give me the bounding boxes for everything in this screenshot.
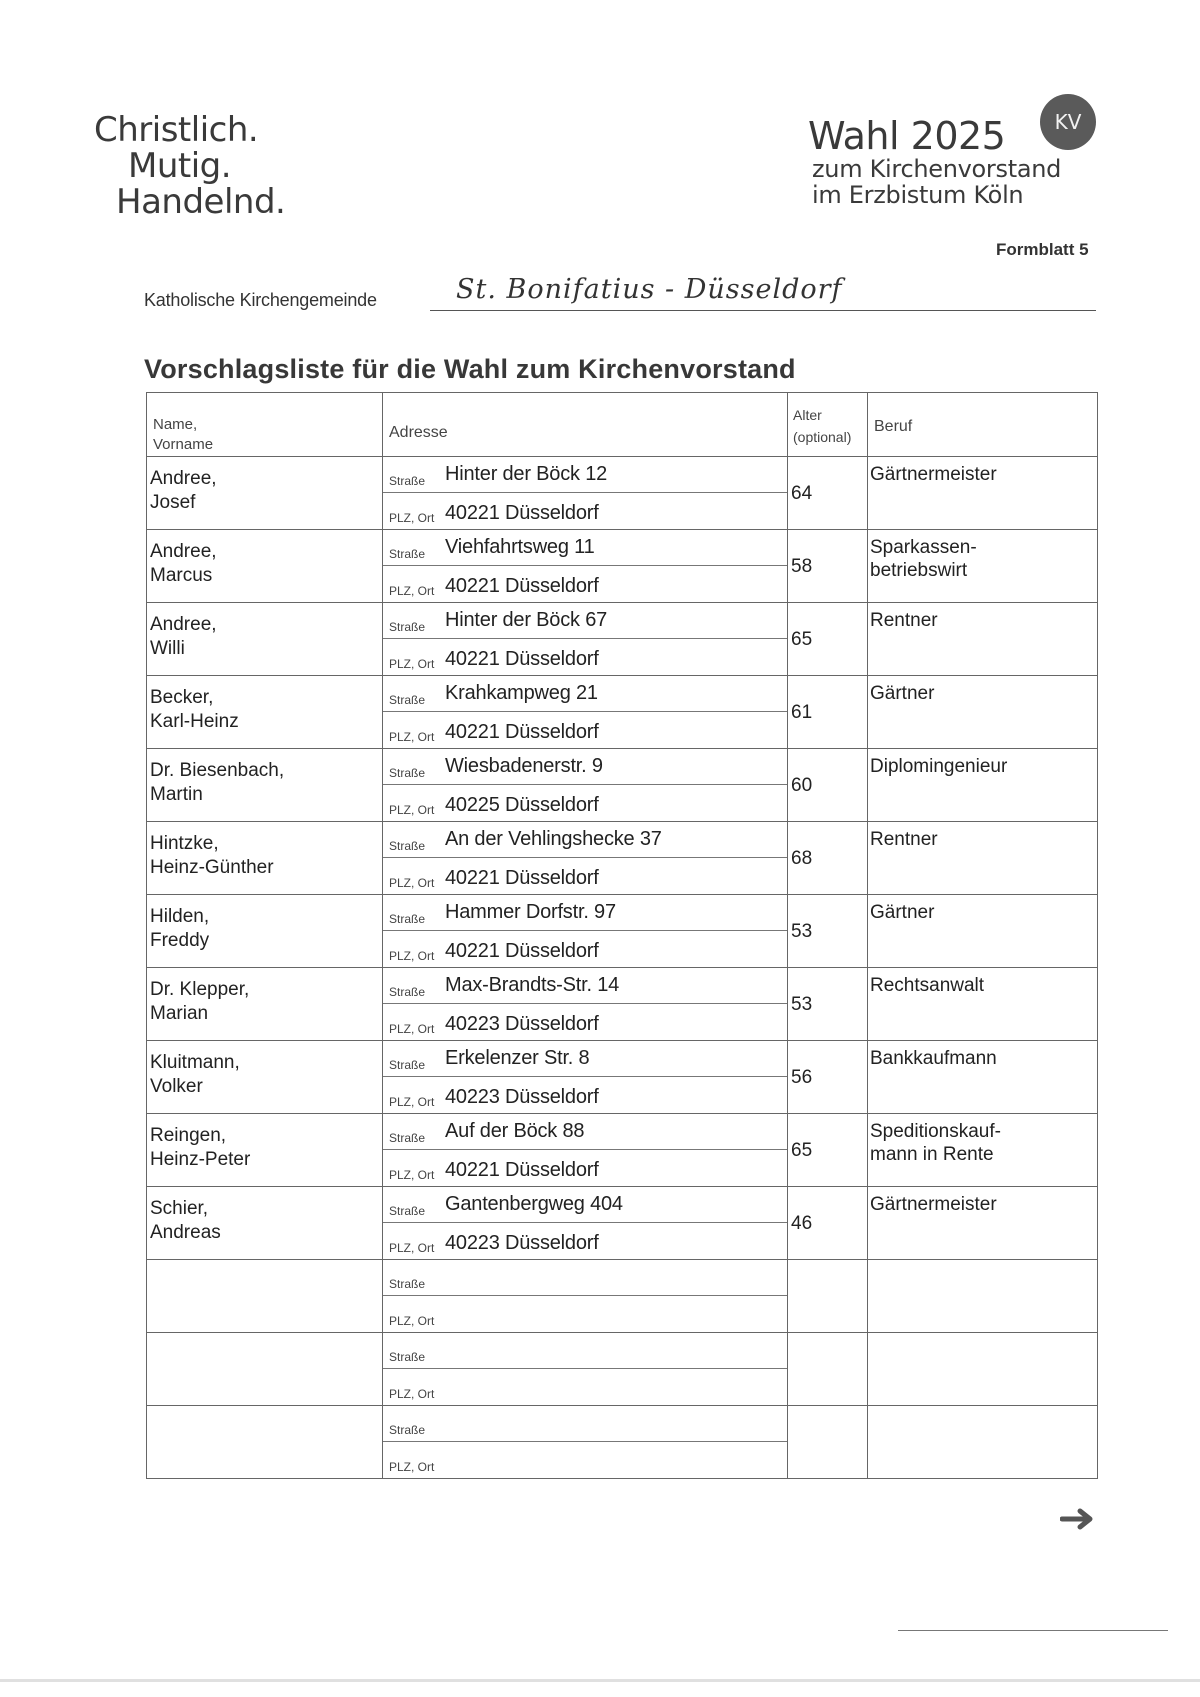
street-label: Straße — [389, 912, 426, 926]
empty-table-row — [147, 1406, 1098, 1479]
street-label: Straße — [389, 1058, 426, 1072]
candidate-address — [383, 1041, 788, 1114]
city-field[interactable] — [383, 1077, 787, 1113]
candidate-age[interactable]: 58 — [788, 530, 868, 603]
surname: Andree, — [150, 468, 217, 489]
candidate-address — [383, 895, 788, 968]
street-field[interactable] — [383, 530, 787, 566]
city-label: PLZ, Ort — [389, 803, 435, 817]
firstname: Freddy — [150, 930, 210, 951]
surname: Dr. Klepper, — [150, 979, 250, 1000]
street-field[interactable] — [383, 1041, 787, 1077]
street-value: Viehfahrtsweg 11 — [445, 536, 595, 558]
candidate-job[interactable] — [868, 1333, 1098, 1406]
candidate-job[interactable] — [868, 749, 1098, 822]
candidate-name[interactable] — [147, 1187, 383, 1260]
candidate-address — [383, 457, 788, 530]
city-value: 40221 Düsseldorf — [445, 575, 599, 597]
job-line: Gärtner — [870, 902, 935, 923]
empty-table-row — [147, 1260, 1098, 1333]
slogan-line: Mutig. — [128, 146, 232, 186]
column-header-name-line: Name, — [153, 416, 198, 433]
surname: Schier, — [150, 1198, 209, 1219]
firstname: Heinz-Günther — [150, 857, 274, 878]
street-field[interactable] — [383, 749, 787, 785]
city-label: PLZ, Ort — [389, 876, 435, 890]
candidate-job[interactable] — [868, 603, 1098, 676]
candidate-job[interactable] — [868, 1260, 1098, 1333]
street-value: Hinter der Böck 12 — [445, 463, 608, 485]
candidate-address — [383, 1406, 788, 1479]
street-value: An der Vehlingshecke 37 — [445, 828, 662, 850]
candidate-age[interactable]: 53 — [788, 895, 868, 968]
street-label: Straße — [389, 1423, 426, 1437]
table-row — [147, 895, 1098, 968]
city-field[interactable] — [383, 639, 787, 675]
candidate-address — [383, 1260, 788, 1333]
firstname: Karl-Heinz — [150, 711, 239, 732]
election-subtitle-line: im Erzbistum Köln — [812, 181, 1024, 209]
column-header-name-line: Vorname — [153, 436, 214, 453]
firstname: Martin — [150, 784, 203, 805]
candidate-age[interactable] — [788, 1260, 868, 1333]
job-line: Rentner — [870, 829, 938, 850]
surname: Becker, — [150, 687, 214, 708]
street-field[interactable] — [383, 457, 787, 493]
street-field[interactable] — [383, 1260, 787, 1296]
street-label: Straße — [389, 1204, 426, 1218]
job-line: Gärtnermeister — [870, 1194, 997, 1215]
city-field[interactable] — [383, 858, 787, 894]
firstname: Marcus — [150, 565, 213, 586]
city-label: PLZ, Ort — [389, 730, 435, 744]
street-field[interactable] — [383, 1406, 787, 1442]
street-label: Straße — [389, 693, 426, 707]
street-label: Straße — [389, 766, 426, 780]
candidate-job[interactable] — [868, 1406, 1098, 1479]
page-title: Vorschlagsliste für die Wahl zum Kirchenvorstand — [144, 354, 796, 384]
column-header-job: Beruf — [868, 393, 1098, 457]
city-value: 40221 Düsseldorf — [445, 502, 599, 524]
street-label: Straße — [389, 1350, 426, 1364]
table-row — [147, 1187, 1098, 1260]
candidate-name[interactable] — [147, 1406, 383, 1479]
candidate-age[interactable]: 65 — [788, 1114, 868, 1187]
job-line: Diplomingenieur — [870, 756, 1008, 777]
city-field[interactable] — [383, 712, 787, 748]
city-label: PLZ, Ort — [389, 657, 435, 671]
job-line: Speditionskauf- — [870, 1121, 1001, 1142]
candidate-job[interactable] — [868, 822, 1098, 895]
candidate-name[interactable] — [147, 1260, 383, 1333]
surname: Andree, — [150, 614, 217, 635]
candidate-name[interactable] — [147, 895, 383, 968]
surname: Dr. Biesenbach, — [150, 760, 285, 781]
city-label: PLZ, Ort — [389, 1314, 435, 1328]
surname: Andree, — [150, 541, 217, 562]
street-label: Straße — [389, 620, 426, 634]
candidate-name[interactable] — [147, 457, 383, 530]
table-row — [147, 968, 1098, 1041]
candidate-name[interactable] — [147, 822, 383, 895]
column-header-age-line: Alter — [793, 407, 822, 423]
street-value: Auf der Böck 88 — [445, 1120, 585, 1142]
parish-field[interactable] — [144, 274, 1096, 312]
street-label: Straße — [389, 1131, 426, 1145]
candidate-job[interactable] — [868, 676, 1098, 749]
candidate-address — [383, 749, 788, 822]
candidate-address — [383, 968, 788, 1041]
street-field[interactable] — [383, 1333, 787, 1369]
candidate-job[interactable] — [868, 968, 1098, 1041]
city-field[interactable] — [383, 1150, 787, 1186]
candidate-address — [383, 1114, 788, 1187]
city-field[interactable] — [383, 785, 787, 821]
city-label: PLZ, Ort — [389, 1460, 435, 1474]
candidate-name[interactable] — [147, 1333, 383, 1406]
candidate-job[interactable] — [868, 895, 1098, 968]
election-title: Wahl 2025 — [808, 114, 1006, 158]
table-row — [147, 1041, 1098, 1114]
street-label: Straße — [389, 474, 426, 488]
parish-value[interactable]: St. Bonifatius - Düsseldorf — [456, 274, 843, 305]
table-row — [147, 822, 1098, 895]
city-value: 40221 Düsseldorf — [445, 867, 599, 889]
firstname: Josef — [150, 492, 196, 513]
candidate-address — [383, 1333, 788, 1406]
street-field[interactable] — [383, 822, 787, 858]
candidate-age[interactable]: 60 — [788, 749, 868, 822]
job-line: mann in Rente — [870, 1144, 994, 1165]
street-field[interactable] — [383, 1114, 787, 1150]
firstname: Willi — [150, 638, 185, 659]
candidate-name[interactable] — [147, 1114, 383, 1187]
candidate-age[interactable]: 56 — [788, 1041, 868, 1114]
street-value: Gantenbergweg 404 — [445, 1193, 623, 1215]
column-header-address: Adresse — [383, 393, 788, 457]
kv-badge-icon: KV — [1040, 94, 1096, 150]
city-label: PLZ, Ort — [389, 511, 435, 525]
candidate-job[interactable] — [868, 1187, 1098, 1260]
candidate-age[interactable]: 61 — [788, 676, 868, 749]
city-label: PLZ, Ort — [389, 1241, 435, 1255]
street-field[interactable] — [383, 603, 787, 639]
surname: Hintzke, — [150, 833, 219, 854]
city-label: PLZ, Ort — [389, 949, 435, 963]
city-value: 40223 Düsseldorf — [445, 1232, 599, 1254]
table-row — [147, 603, 1098, 676]
candidate-age[interactable]: 53 — [788, 968, 868, 1041]
city-field[interactable] — [383, 1442, 787, 1478]
street-field[interactable] — [383, 895, 787, 931]
arrow-right-icon[interactable] — [1060, 1508, 1096, 1530]
table-row — [147, 457, 1098, 530]
city-value: 40221 Düsseldorf — [445, 940, 599, 962]
city-field[interactable] — [383, 931, 787, 967]
firstname: Andreas — [150, 1222, 221, 1243]
street-label: Straße — [389, 547, 426, 561]
form-id: Formblatt 5 — [996, 240, 1089, 259]
job-line: Gärtner — [870, 683, 935, 704]
table-row — [147, 749, 1098, 822]
candidate-name[interactable] — [147, 968, 383, 1041]
job-line: betriebswirt — [870, 560, 968, 581]
empty-table-row — [147, 1333, 1098, 1406]
table-row — [147, 530, 1098, 603]
street-label: Straße — [389, 839, 426, 853]
firstname: Volker — [150, 1076, 203, 1097]
surname: Kluitmann, — [150, 1052, 240, 1073]
city-field[interactable] — [383, 566, 787, 602]
street-label: Straße — [389, 985, 426, 999]
street-field[interactable] — [383, 1187, 787, 1223]
candidate-address — [383, 822, 788, 895]
candidate-table — [146, 392, 1098, 1479]
candidate-address — [383, 530, 788, 603]
election-title-block — [808, 116, 1061, 208]
surname: Reingen, — [150, 1125, 227, 1146]
street-value: Max-Brandts-Str. 14 — [445, 974, 620, 996]
city-value: 40223 Düsseldorf — [445, 1086, 599, 1108]
city-label: PLZ, Ort — [389, 1022, 435, 1036]
city-field[interactable] — [383, 493, 787, 529]
column-header-age — [788, 393, 868, 457]
street-field[interactable] — [383, 968, 787, 1004]
table-header-row — [147, 393, 1098, 457]
candidate-name[interactable] — [147, 530, 383, 603]
candidate-job[interactable] — [868, 1041, 1098, 1114]
job-line: Bankkaufmann — [870, 1048, 997, 1069]
candidate-address — [383, 603, 788, 676]
candidate-name[interactable] — [147, 676, 383, 749]
street-value: Krahkampweg 21 — [445, 682, 598, 704]
street-field[interactable] — [383, 676, 787, 712]
parish-underline — [430, 310, 1096, 311]
parish-label: Katholische Kirchengemeinde — [144, 290, 377, 310]
job-line: Rentner — [870, 610, 938, 631]
slogan — [94, 112, 285, 220]
table-body — [147, 457, 1098, 1479]
city-field[interactable] — [383, 1369, 787, 1405]
candidate-age[interactable]: 64 — [788, 457, 868, 530]
candidate-name[interactable] — [147, 603, 383, 676]
column-header-age-line: (optional) — [793, 429, 852, 445]
candidate-name[interactable] — [147, 1041, 383, 1114]
candidate-address — [383, 1187, 788, 1260]
street-value: Hammer Dorfstr. 97 — [445, 901, 616, 923]
candidate-age[interactable]: 46 — [788, 1187, 868, 1260]
street-label: Straße — [389, 1277, 426, 1291]
city-label: PLZ, Ort — [389, 1387, 435, 1401]
candidate-age[interactable] — [788, 1333, 868, 1406]
job-line: Rechtsanwalt — [870, 975, 985, 996]
street-value: Wiesbadenerstr. 9 — [445, 755, 603, 777]
firstname: Heinz-Peter — [150, 1149, 251, 1170]
surname: Hilden, — [150, 906, 210, 927]
scan-edge — [0, 1679, 1200, 1682]
job-line: Sparkassen- — [870, 537, 977, 558]
job-line: Gärtnermeister — [870, 464, 997, 485]
city-value: 40223 Düsseldorf — [445, 1013, 599, 1035]
candidate-age[interactable]: 68 — [788, 822, 868, 895]
signature-line — [898, 1630, 1168, 1631]
firstname: Marian — [150, 1003, 209, 1024]
city-value: 40221 Düsseldorf — [445, 721, 599, 743]
city-value: 40225 Düsseldorf — [445, 794, 599, 816]
city-label: PLZ, Ort — [389, 1168, 435, 1182]
slogan-line: Christlich. — [94, 110, 259, 150]
candidate-job[interactable] — [868, 530, 1098, 603]
column-header-name — [147, 393, 383, 457]
election-subtitle-line: zum Kirchenvorstand — [812, 155, 1062, 183]
city-field[interactable] — [383, 1223, 787, 1259]
candidate-address — [383, 676, 788, 749]
slogan-line: Handelnd. — [116, 182, 286, 222]
candidate-job[interactable] — [868, 1114, 1098, 1187]
street-value: Erkelenzer Str. 8 — [445, 1047, 590, 1069]
candidate-age[interactable] — [788, 1406, 868, 1479]
table-row — [147, 1114, 1098, 1187]
candidate-name[interactable] — [147, 749, 383, 822]
city-label: PLZ, Ort — [389, 1095, 435, 1109]
city-value: 40221 Düsseldorf — [445, 648, 599, 670]
city-field[interactable] — [383, 1004, 787, 1040]
city-field[interactable] — [383, 1296, 787, 1332]
candidate-age[interactable]: 65 — [788, 603, 868, 676]
city-label: PLZ, Ort — [389, 584, 435, 598]
table-row — [147, 676, 1098, 749]
candidate-job[interactable] — [868, 457, 1098, 530]
street-value: Hinter der Böck 67 — [445, 609, 608, 631]
city-value: 40221 Düsseldorf — [445, 1159, 599, 1181]
